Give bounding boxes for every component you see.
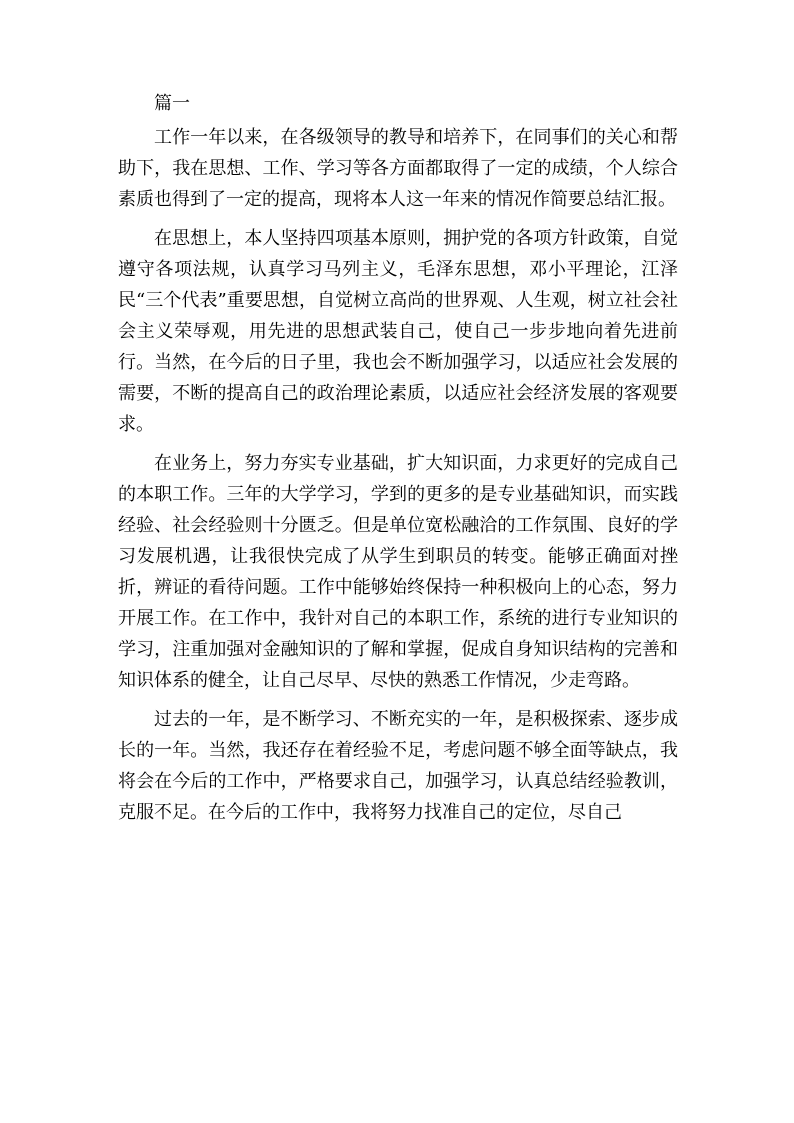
paragraph-intro: 工作一年以来，在各级领导的教导和培养下，在同事们的关心和帮助下，我在思想、工作、学习等各方面都取得了一定的成绩，个人综合素质也得到了一定的提高，现将本人这一年来的情况作简要总结汇报。: [118, 127, 678, 210]
section-heading: 篇一: [154, 93, 190, 114]
paragraph-ideology: 在思想上，本人坚持四项基本原则，拥护党的各项方针政策，自觉遵守各项法规，认真学习马列主义，毛泽东思想，邓小平理论，江泽民“三个代表”重要思想，自觉树立高尚的世界观、人生观，树立社会社会主义荣辱观，用先进的思想武装自己，使自己一步步地向着先进前行。当然，在今后的日子里，我也会不断加强学习，以适应社会发展的需要，不断的提高自己的政治理论素质，以适应社会经济发展的客观要求。: [118, 228, 678, 435]
document-page: [118, 88, 678, 836]
paragraph-review: 过去的一年，是不断学习、不断充实的一年，是积极探索、逐步成长的一年。当然，我还存在着经验不足，考虑问题不够全面等缺点，我将会在今后的工作中，严格要求自己，加强学习，认真总结经验教训，克服不足。在今后的工作中，我将努力找准自己的定位，尽自己: [118, 709, 678, 823]
paragraph-business: 在业务上，努力夯实专业基础，扩大知识面，力求更好的完成自己的本职工作。三年的大学学习，学到的更多的是专业基础知识，而实践经验、社会经验则十分匮乏。但是单位宽松融洽的工作氛围、良好的学习发展机遇，让我很快完成了从学生到职员的转变。能够正确面对挫折，辨证的看待问题。工作中能够始终保持一种积极向上的心态，努力开展工作。在工作中，我针对自己的本职工作，系统的进行专业知识的学习，注重加强对金融知识的了解和掌握，促成自身知识结构的完善和知识体系的健全，让自己尽早、尽快的熟悉工作情况，少走弯路。: [118, 453, 678, 691]
